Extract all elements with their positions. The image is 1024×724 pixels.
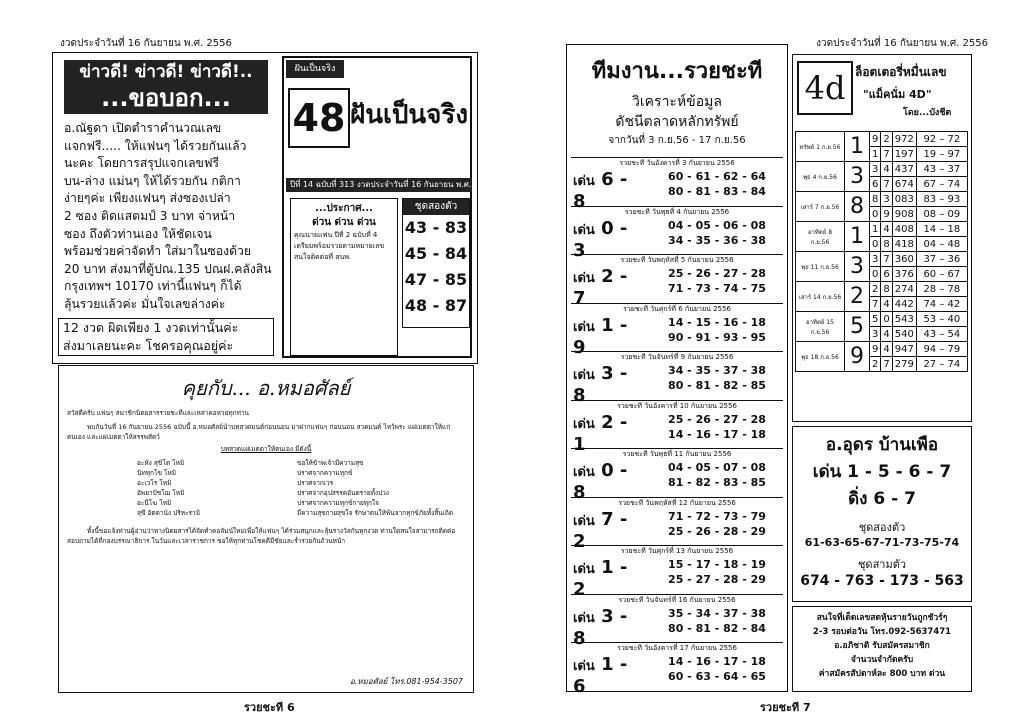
fourd-c: 540 [892,327,916,342]
fourd-a: 5 [870,312,881,327]
fourd-a: 1 [870,222,881,237]
fourd-a: 3 [870,252,881,267]
ad-line4: จำนวนจำกัดครับ [850,655,914,665]
ad-line3: อ.อภิชาติ รับสมัครสมาชิก [834,641,930,651]
fourd-d: 43 – 54 [916,327,967,342]
analysis-row-nums [653,315,781,345]
analysis-row-prefix: เด่น [573,610,595,626]
fourd-subtitle: "แม็คนั่ม 4D" [863,88,932,101]
fourd-a: 8 [870,192,881,207]
fourd-row [796,282,968,297]
analysis-box [566,44,788,697]
analysis-row-n1: 25 - 26 - 27 - 28 [668,412,766,426]
magazine-pairs [402,198,470,328]
fourd-d: 94 – 79 [916,342,967,357]
analysis-row-n2: 34 - 35 - 36 - 38 [668,233,766,247]
fourd-b: 8 [881,237,892,252]
fourd-big: 3 [845,252,870,282]
pair-value: 47 - 85 [404,270,468,289]
fourd-c: 408 [892,222,916,237]
fourd-d: 28 – 78 [916,282,967,297]
fourd-c: 274 [892,282,916,297]
utara-three: 674 - 763 - 173 - 563 [800,573,964,589]
analysis-row [571,642,783,697]
promo-line: ลุ้นรวยแล้วค่ะ มั่นใจเลขล่างค่ะ [64,296,226,311]
analysis-row-pair-value: 2 - 7 [573,266,628,309]
fourd-big: 1 [845,132,870,162]
fourd-big: 9 [845,342,870,372]
fourd-c: 442 [892,297,916,312]
fourd-c: 947 [892,342,916,357]
fourd-d: 74 – 42 [916,297,967,312]
promo-line: ง่ายๆค่ะ เพียงแฟนๆ ส่งซองเปล่า [64,191,231,206]
analysis-row-date: รวยชะที วันอังคารที่ 17 กันยายน 2556 [571,642,783,653]
analysis-row-n2: 81 - 82 - 83 - 85 [668,476,766,489]
analysis-row-n2: 71 - 73 - 74 - 75 [668,282,766,295]
analysis-row-pair-value: 3 - 8 [573,605,628,649]
analysis-row-n1: 35 - 34 - 37 - 38 [668,606,766,620]
fourd-b: 4 [881,327,892,342]
fourd-d: 43 – 37 [916,162,967,177]
fourd-d: 08 – 09 [916,207,967,222]
analysis-row-n2: 80 - 81 - 83 - 84 [668,185,766,198]
fourd-by: โดย...บังชีต [903,108,952,118]
analysis-row-pair-value: 2 - 1 [573,411,628,455]
analysis-sub3: จากวันที่ 3 ก.ย.56 - 17 ก.ย.56 [608,135,746,146]
analysis-row-pair-value: 1 - 2 [573,557,628,600]
utara-two-label: ชุดสองตัว [858,521,906,534]
fourd-row [796,252,968,267]
fourd-c: 418 [892,237,916,252]
analysis-row-prefix: เด่น [573,465,595,480]
analysis-row-prefix: เด่น [573,416,595,432]
fourd-b: 0 [881,312,892,327]
analysis-title: ทีมงาน...รวยชะที [591,59,763,84]
fourd-b: 7 [881,147,892,162]
fourd-b: 2 [881,132,892,147]
ad-line2: 2-3 รอบต่อวัน โทร.092-5637471 [812,627,952,637]
analysis-row-pair-value: 7 - 2 [573,508,628,552]
magazine-cover [282,56,472,358]
fourd-d: 67 – 74 [916,177,967,192]
fourd-d: 53 – 40 [916,312,967,327]
analysis-row-date: รวยชะที วันจันทร์ที่ 16 กันยายน 2556 [571,594,783,605]
ad-line1: สนใจที่เด็ดเลขสดหุ้นรายวันถูกชัวร์ๆ [816,613,948,623]
analysis-sub2: ดัชนีตลาดหลักทรัพย์ [615,114,739,130]
utara-name: อ.อุดร บ้านเพือ [825,435,939,455]
analysis-row-nums [653,218,781,248]
analysis-row-prefix: เด่น [573,319,595,335]
analysis-row-nums [653,460,781,490]
analysis-row-date: รวยชะที วันศุกร์ที่ 6 กันยายน 2556 [571,303,783,314]
analysis-row-pair [573,654,637,697]
fourd-c: 083 [892,192,916,207]
fourd-a: 0 [870,237,881,252]
fourd-c: 437 [892,162,916,177]
fourd-row [796,342,968,357]
promo-line: 20 บาท ส่งมาที่ตู้ปณ.135 ปณฝ.คลังสิน [64,261,272,276]
utara-two: 61-63-65-67-71-73-75-74 [804,536,960,549]
fourd-row [796,222,968,237]
analysis-row-date: รวยชะที วันศุกร์ที่ 13 กันยายน 2556 [571,545,783,556]
utara-three-label: ชุดสามตัว [857,558,907,571]
talk-list-pali: อะหัง สุขิโต โหมิ [137,459,185,467]
promo-line: บน-ล่าง แม่นๆ ให้ได้รวยกัน กติกา [64,173,241,188]
fourd-d: 19 – 97 [916,147,967,162]
talk-list-row [67,478,465,488]
analysis-row-n1: 04 - 05 - 07 - 08 [668,461,766,474]
talk-signature: อ.หมอศัลย์ โทร.081-954-3507 [350,677,463,686]
talk-list-row [67,508,465,518]
fourd-logo: 4d [797,61,853,115]
fourd-date: อาทิตย์ 8 ก.ย.56 [796,222,845,252]
left-page-footer: รวยชะที 6 [244,701,295,714]
analysis-row-nums [653,169,781,199]
fourd-a: 0 [870,207,881,222]
fourd-big: 2 [845,282,870,312]
promo-note [58,318,274,356]
utara-line2: ดิ่ง 6 - 7 [848,489,916,509]
talk-list-meaning: ขอให้ข้าพเจ้ามีความสุข [297,459,364,467]
fourd-a: 7 [870,297,881,312]
utara-box [792,426,972,602]
fourd-d: 04 – 48 [916,237,967,252]
analysis-row-n1: 71 - 72 - 73 - 79 [668,509,766,523]
talk-list-pali: อัพยาปัชโฌ โหมิ [137,489,185,497]
analysis-row-nums [653,412,781,442]
fourd-d: 27 – 74 [916,357,967,372]
promo-line: 2 ซอง ติดแสตมป์ 3 บาท จ่าหน้า [64,208,236,223]
analysis-row-date: รวยชะที วันพฤหัสที่ 5 กันยายน 2556 [571,254,783,265]
analysis-row-n1: 15 - 17 - 18 - 19 [668,558,766,571]
analysis-row-prefix: เด่น [573,659,595,674]
fourd-b: 4 [881,162,892,177]
analysis-row-n1: 14 - 15 - 16 - 18 [668,315,766,329]
fourd-c: 972 [892,132,916,147]
promo-title-line1: ข่าวดี! ข่าวดี! ข่าวดี!.. [79,62,253,82]
talk-greeting: สวัสดีครับ แฟนๆ สมาชิกนิตยสารรวยชะทีและเหล่าคอหวยทุกท่าน [67,409,249,417]
fourd-d: 37 – 36 [916,252,967,267]
right-page-header: งวดประจำวันที่ 16 กันยายน พ.ศ. 2556 [816,38,988,49]
fourd-b: 3 [881,192,892,207]
ad-line5: ค่าสมัครสัปดาห์ละ 800 บาท ด่วน [818,669,946,679]
talk-list-pali: นิททุกโข โหมิ [137,469,177,477]
fourd-b: 6 [881,267,892,282]
talk-list [67,458,465,518]
fourd-date: อาทิตย์ 15 ก.ย.56 [796,312,845,342]
talk-list-row [67,468,465,478]
fourd-box [792,54,972,422]
magazine-badge: ฝันเป็นจริง [286,60,344,78]
magazine-band: ปีที่ 14 ฉบับที่ 313 งวดประจำวันที่ 16 กันยายน พ.ศ. 2556 ราคา 20 บาท [286,178,472,192]
fourd-c: 197 [892,147,916,162]
promo-title-line2: ...ขอบอก... [101,84,231,112]
ad-box [792,606,972,692]
analysis-row-nums [653,606,781,636]
fourd-b: 4 [881,342,892,357]
fourd-d: 83 – 93 [916,192,967,207]
fourd-date: พุธ 4 ก.ย.56 [796,162,845,192]
pair-value: 43 - 83 [404,218,468,237]
pairs-head: ชุดสองตัว [403,199,469,215]
analysis-row-nums [653,509,781,539]
left-page-header: งวดประจำวันที่ 16 กันยายน พ.ศ. 2556 [60,38,232,49]
fourd-a: 3 [870,327,881,342]
analysis-row-prefix: เด่น [573,174,595,189]
talk-list-row [67,458,465,468]
fourd-b: 4 [881,222,892,237]
fourd-title: ล็อตเตอรี่หมื่นเลข [855,65,947,79]
analysis-row-date: รวยชะที วันพุธที่ 11 กันยายน 2556 [571,448,783,459]
talk-list-pali: สุขี อัตตานัง ปริหะรามิ [137,509,200,517]
fourd-d: 14 – 18 [916,222,967,237]
promo-line: พร้อมช่วยค่าจัดทำ ใส่มาในซองด้วย [64,244,251,259]
analysis-row-pair-value: 1 - 6 [573,654,628,697]
fourd-a: 2 [870,357,881,372]
promo-line: ซอง ถึงตัวท่านเอง ให้ชัดเจน [64,226,212,241]
fourd-a: 9 [870,342,881,357]
analysis-row-n1: 60 - 61 - 62 - 64 [668,170,766,183]
magazine-news [290,198,398,356]
analysis-row-n1: 14 - 16 - 17 - 18 [668,655,766,668]
analysis-row-n2: 60 - 63 - 64 - 65 [668,670,766,683]
analysis-row-date: รวยชะที วันพุธที่ 4 กันยายน 2556 [571,206,783,217]
analysis-row-prefix: เด่น [573,513,595,529]
talk-body1: พบกันวันที่ 16 กันยายน 2556 ฉบับนี้ อ.หมอศัลย์นำบทสวดมนต์ก่อนนอน มาฝากแฟนๆ ก่อนนอน สวดมนต์ ไหว้พระ แผ่เมตตาให้แก่ตนเอง และแผ่เมตตาให้สรรพสัตว์ [67,423,451,441]
analysis-row-nums [653,557,781,587]
fourd-c: 543 [892,312,916,327]
analysis-row-n2: 14 - 16 - 17 - 18 [668,427,766,441]
analysis-row-n2: 80 - 81 - 82 - 84 [668,621,766,635]
analysis-row-pair-value: 0 - 3 [573,217,628,261]
analysis-row-n2: 25 - 26 - 28 - 29 [668,524,766,538]
fourd-c: 674 [892,177,916,192]
talk-list-head: บทสวดแผ่เมตตาให้ตนเอง มีดังนี้ [220,445,312,453]
talk-body2: ทั้งนี้ขอแจ้งท่านผู้อ่านว่าทางนิตยสารได้จัดทำคอลัมน์ใหม่เพื่อให้แฟนๆ ได้ร่วมสนุกและลุ้นรางวัลกันทุกงวด ท่านใดสนใจสามารถติดต่อสอบถามได้ที่กองบรรณาธิการ ในวันและเวลาราชการ ขอให้ทุกท่านโชคดีมีชัยและร่ำรวยกันถ้วนหน้า [67,527,456,545]
pair-value: 45 - 84 [404,244,468,263]
analysis-row-prefix: เด่น [573,368,595,383]
analysis-row-nums [653,266,781,296]
fourd-d: 92 – 72 [916,132,967,147]
talk-list-pali: อะนีโฆ โหมิ [137,499,172,507]
promo-note-line1: 12 งวด ผิดเพียง 1 งวดเท่านั้นค่ะ [63,320,239,335]
fourd-b: 9 [881,207,892,222]
fourd-a: 1 [870,147,881,162]
talk-list-pali: อะเวโร โหมิ [137,479,172,487]
promo-line: กรุงเทพฯ 10170 เท่านี้แฟนๆ ก็ได้ [64,279,242,294]
fourd-date: พุธ 11 ก.ย.56 [796,252,845,282]
fourd-b: 8 [881,282,892,297]
fourd-row [796,162,968,177]
promo-line: แจกฟรี..... ให้แฟนๆ ได้รวยกันแล้ว [64,138,247,153]
talk-list-meaning: ปราศจากอุปสรรคอันตรายทั้งปวง [297,489,390,497]
analysis-row-n1: 34 - 35 - 37 - 38 [668,364,766,377]
fourd-b: 7 [881,252,892,267]
analysis-row-nums [653,654,781,684]
magazine-number: 48 [288,88,350,148]
talk-list-meaning: มีความสุขกายสุขใจ รักษาตนให้พ้นจากทุกข์ภัยทั้งสิ้นเถิด [297,509,454,517]
fourd-b: 7 [881,357,892,372]
fourd-date: ทรัพย์ 1 ก.ย.56 [796,132,845,162]
right-page-footer: รวยชะที 7 [760,701,811,714]
talk-list-row [67,488,465,498]
analysis-row-pair-value: 0 - 8 [573,460,628,503]
analysis-row-prefix: เด่น [573,271,595,286]
analysis-row-n2: 80 - 81 - 82 - 85 [668,379,766,392]
fourd-date: พุธ 18 ก.ย.56 [796,342,845,372]
fourd-a: 0 [870,267,881,282]
fourd-a: 3 [870,162,881,177]
analysis-row-pair-value: 3 - 8 [573,363,628,406]
promo-line: นะคะ โดยการสรุปแจกเลขฟรี [64,156,220,171]
talk-list-row [67,498,465,508]
fourd-table [795,131,968,372]
promo-note-line2: ส่งมาเลยนะคะ โชครอคุณอยู่ค่ะ [63,338,234,353]
analysis-row-pair-value: 6 - 8 [573,169,628,212]
talk-heading: คุยกับ... อ.หมอศัลย์ [181,376,351,400]
talk-list-meaning: ปราศจากความทุกข์กายทุกใจ [297,499,379,507]
analysis-row-n1: 04 - 05 - 06 - 08 [668,218,766,232]
news-sub: ด่วน ด่วน ด่วน [312,217,376,228]
fourd-d: 60 – 67 [916,267,967,282]
promo-body [64,120,272,314]
analysis-row-date: รวยชะที วันอังคารที่ 3 กันยายน 2556 [571,157,783,168]
talk-column [58,365,474,693]
promo-line: อ.ณัฐดา เปิดตำราคำนวณเลข [64,121,222,135]
analysis-row-pair-value: 1 - 9 [573,314,628,358]
fourd-a: 6 [870,177,881,192]
fourd-b: 7 [881,177,892,192]
talk-list-meaning: ปราศจากเวร [297,479,334,487]
analysis-sub1: วิเคราะห์ข้อมูล [632,94,722,110]
fourd-date: เสาร์ 7 ก.ย.56 [796,192,845,222]
fourd-c: 279 [892,357,916,372]
fourd-big: 5 [845,312,870,342]
utara-line1: เด่น 1 - 5 - 6 - 7 [812,462,952,482]
analysis-row-prefix: เด่น [573,222,595,238]
fourd-big: 3 [845,162,870,192]
analysis-row-date: รวยชะที วันจันทร์ที่ 9 กันยายน 2556 [571,351,783,362]
fourd-b: 4 [881,297,892,312]
talk-list-meaning: ปราศจากความทุกข์ [297,469,353,477]
fourd-big: 8 [845,192,870,222]
fourd-c: 360 [892,252,916,267]
news-body: คุณนายแฟน ปีที่ 2 ฉบับที่ 4 เตรียมพร้อมรวยตามหมายเลข สนใจติดต่อที่ สนพ. [294,231,385,261]
analysis-row-n2: 25 - 27 - 28 - 29 [668,573,766,586]
fourd-row [796,312,968,327]
pair-value: 48 - 87 [404,296,468,315]
fourd-a: 9 [870,132,881,147]
fourd-row [796,132,968,147]
fourd-big: 1 [845,222,870,252]
fourd-c: 376 [892,267,916,282]
analysis-row-date: รวยชะที วันพฤหัสที่ 12 กันยายน 2556 [571,497,783,508]
fourd-a: 2 [870,282,881,297]
analysis-row-n1: 25 - 26 - 27 - 28 [668,267,766,280]
analysis-row-date: รวยชะที วันอังคารที่ 10 กันยายน 2556 [571,400,783,411]
magazine-title: ฝันเป็นจริง [350,100,469,130]
news-head: ...ประกาศ... [315,203,373,214]
fourd-row [796,192,968,207]
analysis-row-prefix: เด่น [573,562,595,577]
fourd-c: 908 [892,207,916,222]
promo-title [64,60,268,114]
analysis-row-n2: 90 - 91 - 93 - 95 [668,330,766,344]
fourd-date: เสาร์ 14 ก.ย.56 [796,282,845,312]
analysis-row-nums [653,363,781,393]
